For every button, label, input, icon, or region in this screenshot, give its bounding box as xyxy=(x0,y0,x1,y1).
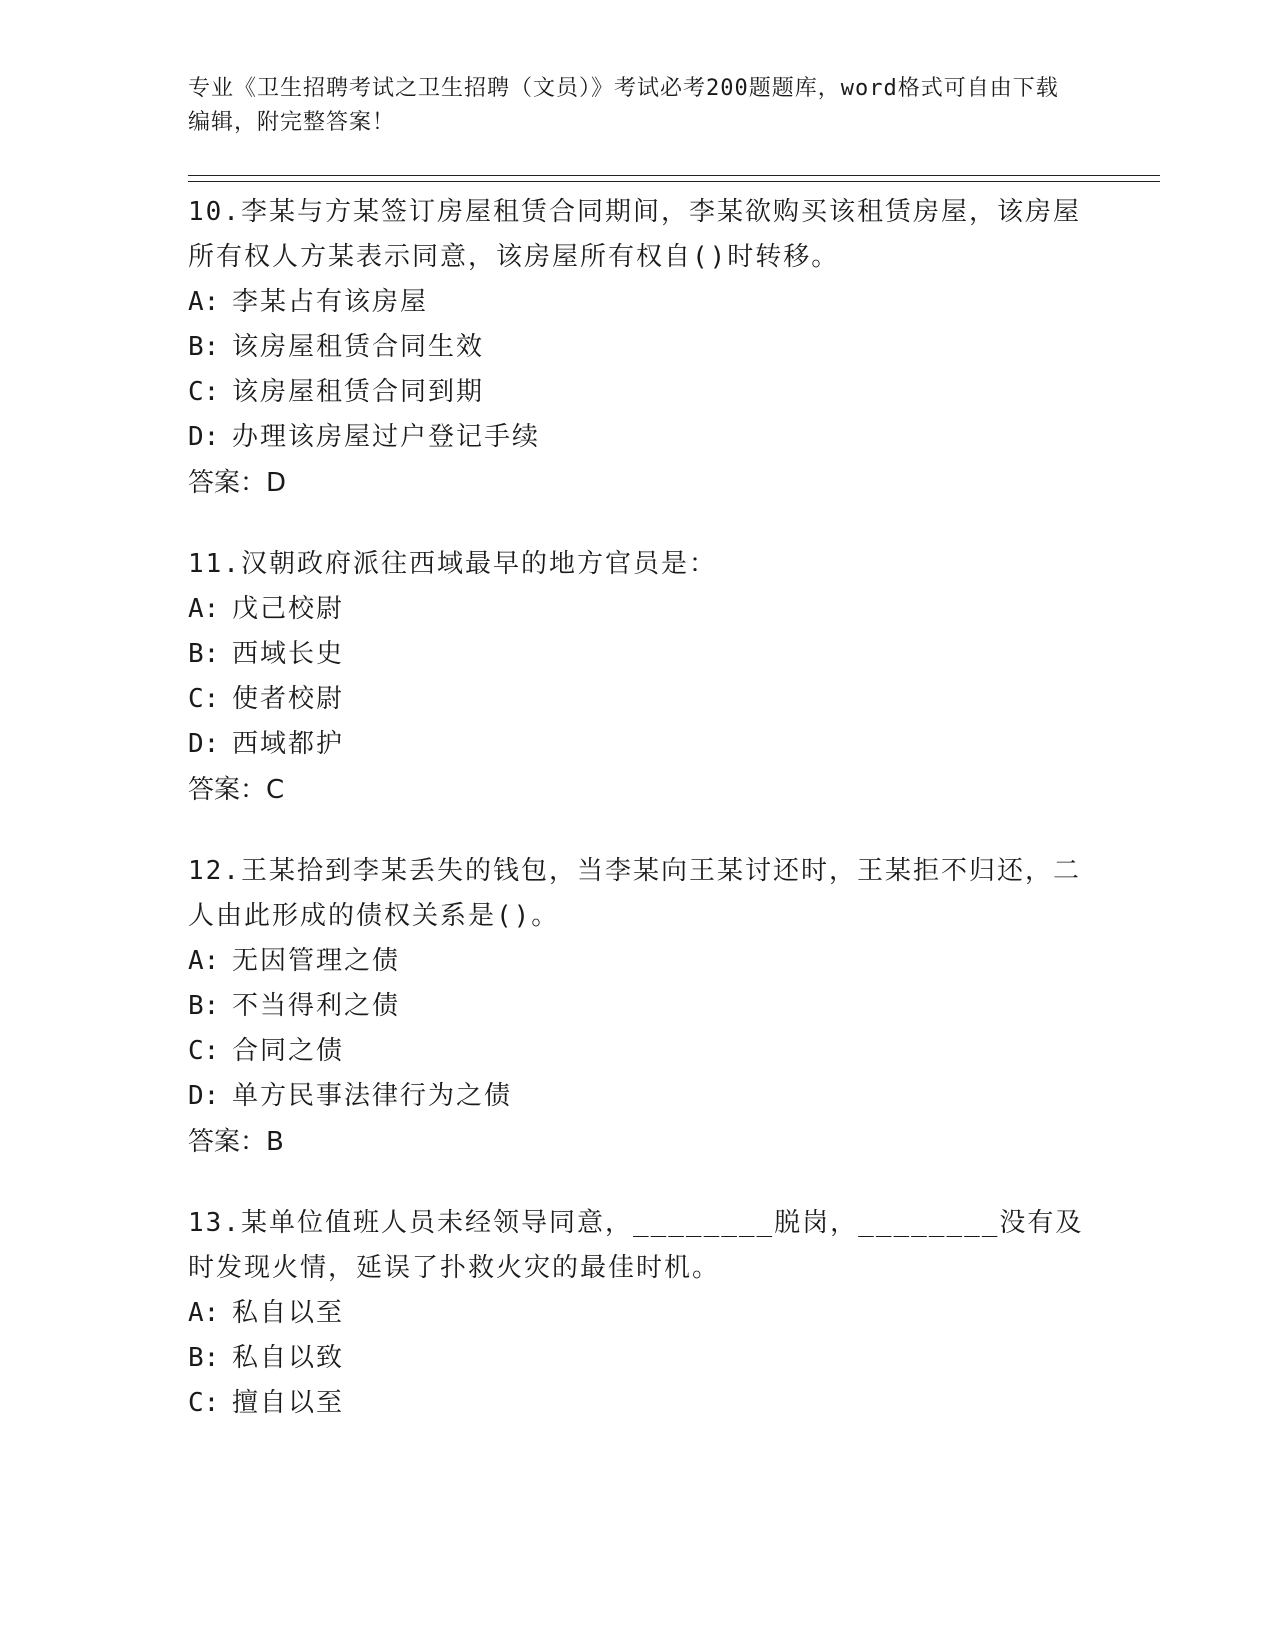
question-text: 13.某单位值班人员未经领导同意，________脱岗，________没有及时发现火情，延误了扑救火灾的最佳时机。 xyxy=(188,1208,1084,1283)
option-c xyxy=(188,1029,1088,1074)
option-label: A: xyxy=(188,1298,220,1328)
option-text: 无因管理之债 xyxy=(232,946,401,976)
option-text: 单方民事法律行为之债 xyxy=(232,1081,513,1111)
question-13 xyxy=(188,1201,1088,1426)
option-b xyxy=(188,325,1088,370)
option-label: B: xyxy=(188,639,220,669)
header-rule-top xyxy=(188,175,1160,176)
option-text: 西域都护 xyxy=(232,729,345,759)
question-text: 10.李某与方某签订房屋租赁合同期间，李某欲购买该租赁房屋，该房屋所有权人方某表示同意，该房屋所有权自()时转移。 xyxy=(188,197,1081,272)
option-label: A: xyxy=(188,946,220,976)
option-label: B: xyxy=(188,991,220,1021)
option-label: D: xyxy=(188,422,220,452)
question-12 xyxy=(188,849,1088,1165)
option-text: 不当得利之债 xyxy=(232,991,401,1021)
option-text: 该房屋租赁合同到期 xyxy=(232,377,485,407)
option-label: A: xyxy=(188,594,220,624)
option-d xyxy=(188,722,1088,767)
question-text: 12.王某拾到李某丢失的钱包，当李某向王某讨还时，王某拒不归还，二人由此形成的债权关系是()。 xyxy=(188,856,1081,931)
header-rule-bottom xyxy=(188,181,1160,182)
answer: 答案：C xyxy=(188,775,285,805)
option-label: C: xyxy=(188,684,220,714)
option-text: 擅自以至 xyxy=(232,1388,345,1418)
option-label: A: xyxy=(188,287,220,317)
option-text: 私自以致 xyxy=(232,1343,345,1373)
option-a xyxy=(188,587,1088,632)
option-label: C: xyxy=(188,377,220,407)
answer: 答案：D xyxy=(188,468,287,498)
option-label: D: xyxy=(188,729,220,759)
option-a xyxy=(188,280,1088,325)
option-text: 该房屋租赁合同生效 xyxy=(232,332,485,362)
option-label: C: xyxy=(188,1388,220,1418)
option-text: 办理该房屋过户登记手续 xyxy=(232,422,541,452)
option-c xyxy=(188,677,1088,722)
option-label: C: xyxy=(188,1036,220,1066)
question-11 xyxy=(188,542,1088,813)
option-text: 使者校尉 xyxy=(232,684,345,714)
option-label: D: xyxy=(188,1081,220,1111)
option-c xyxy=(188,1381,1088,1426)
option-c xyxy=(188,370,1088,415)
option-label: B: xyxy=(188,332,220,362)
question-list xyxy=(188,190,1088,1462)
option-text: 戊己校尉 xyxy=(232,594,345,624)
answer: 答案：B xyxy=(188,1127,284,1157)
option-b xyxy=(188,632,1088,677)
option-label: B: xyxy=(188,1343,220,1373)
option-text: 李某占有该房屋 xyxy=(232,287,429,317)
option-d xyxy=(188,1074,1088,1119)
question-10 xyxy=(188,190,1088,506)
option-text: 西域长史 xyxy=(232,639,345,669)
option-a xyxy=(188,939,1088,984)
option-a xyxy=(188,1291,1088,1336)
option-text: 私自以至 xyxy=(232,1298,345,1328)
document-header: 专业《卫生招聘考试之卫生招聘（文员）》考试必考200题题库，word格式可自由下载编辑，附完整答案！ xyxy=(188,76,1059,135)
question-text: 11.汉朝政府派往西域最早的地方官员是： xyxy=(188,549,717,579)
option-b xyxy=(188,984,1088,1029)
option-b xyxy=(188,1336,1088,1381)
option-d xyxy=(188,415,1088,460)
option-text: 合同之债 xyxy=(232,1036,345,1066)
